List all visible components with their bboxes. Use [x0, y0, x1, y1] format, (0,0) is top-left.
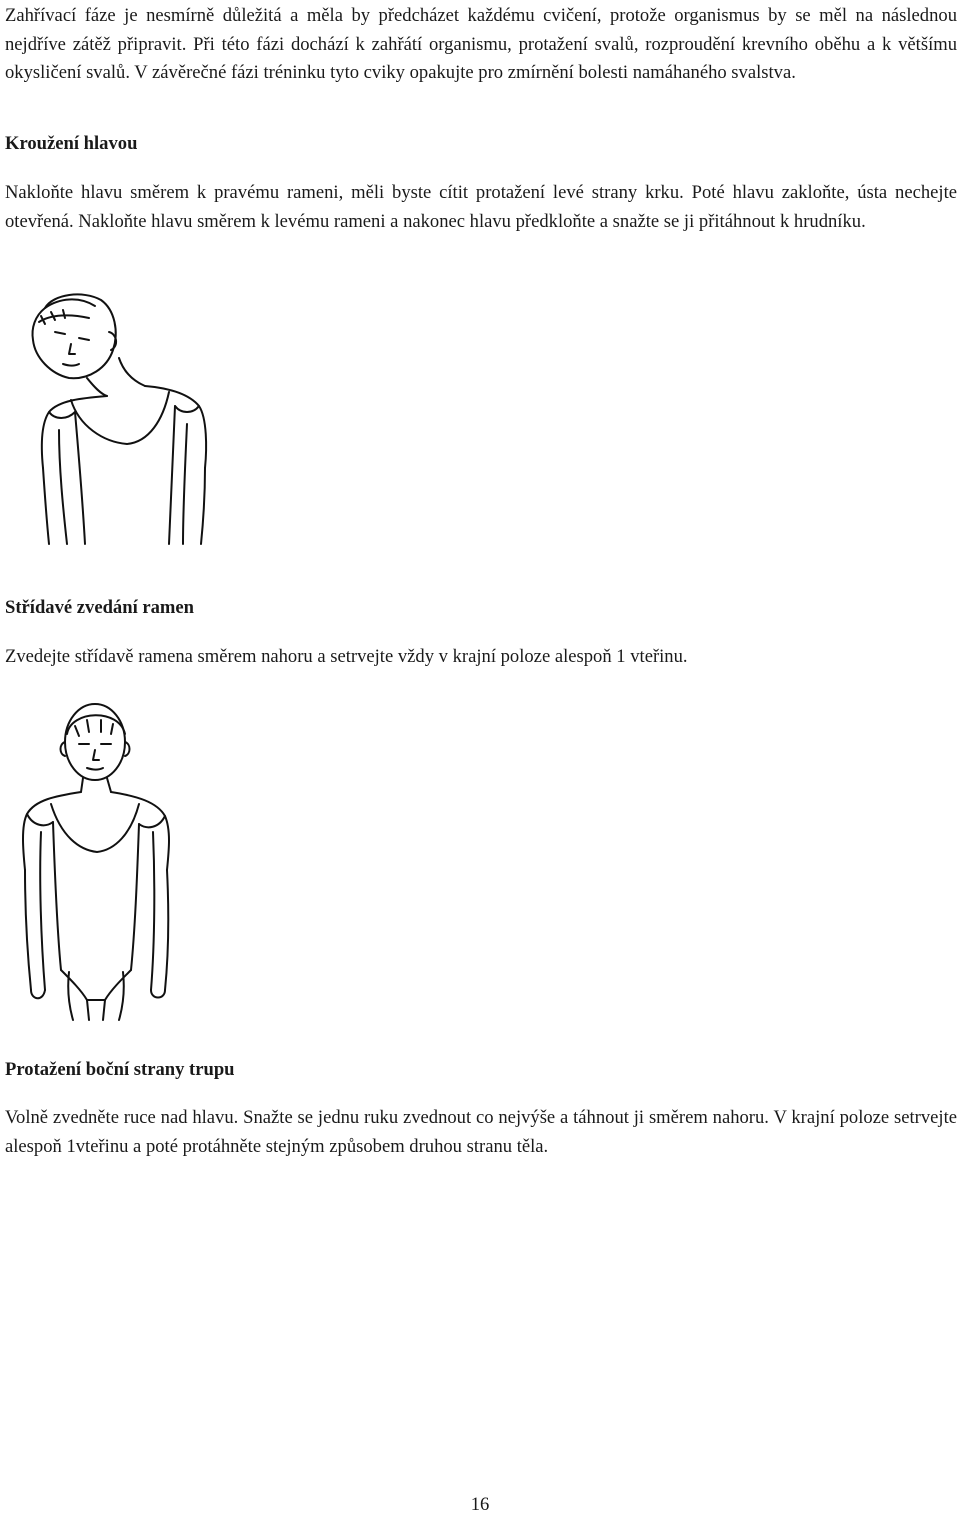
section-text-head-circling: Nakloňte hlavu směrem k pravému rameni, měli byste cítit protažení levé strany krku. Poté hlavu zakloňte, ústa nechejte otevřená. Nakloňte hlavu směrem k levému rameni a nakonec hlavu předkloňte a snažte se ji přitáhnout k hrudníku. [5, 182, 957, 232]
shoulder-raise-illustration [15, 700, 185, 1022]
head-tilt-illustration [23, 288, 213, 546]
intro-paragraph: Zahřívací fáze je nesmírně důležitá a měla by předcházet každému cvičení, protože organismus by se měl na následnou nejdříve zátěž připravit. Při této fázi dochází k zahřátí organismu, protažení svalů, rozproudění krevního oběhu a k většímu okysličení svalů. V závěrečné fázi tréninku tyto cviky opakujte pro zmírnění bolesti namáhaného svalstva. [5, 5, 957, 83]
section-title-shoulder-raises: Střídavé zvedání ramen [5, 597, 195, 618]
section-title-head-circling: Kroužení hlavou [5, 133, 138, 154]
page-number: 16 [470, 1494, 490, 1515]
shoulder-raise-drawing [15, 700, 185, 1022]
section-text-side-stretch: Volně zvedněte ruce nad hlavu. Snažte se jednu ruku zvednout co nejvýše a táhnout ji směrem nahoru. V krajní poloze setrvejte alespoň 1vteřinu a poté protáhněte stejným způsobem druhou stranu těla. [5, 1107, 957, 1157]
section-title-side-stretch: Protažení boční strany trupu [5, 1059, 235, 1080]
section-text-shoulder-raises: Zvedejte střídavě ramena směrem nahoru a setrvejte vždy v krajní poloze alespoň 1 vteřinu. [5, 646, 688, 667]
head-tilt-drawing [23, 288, 213, 546]
